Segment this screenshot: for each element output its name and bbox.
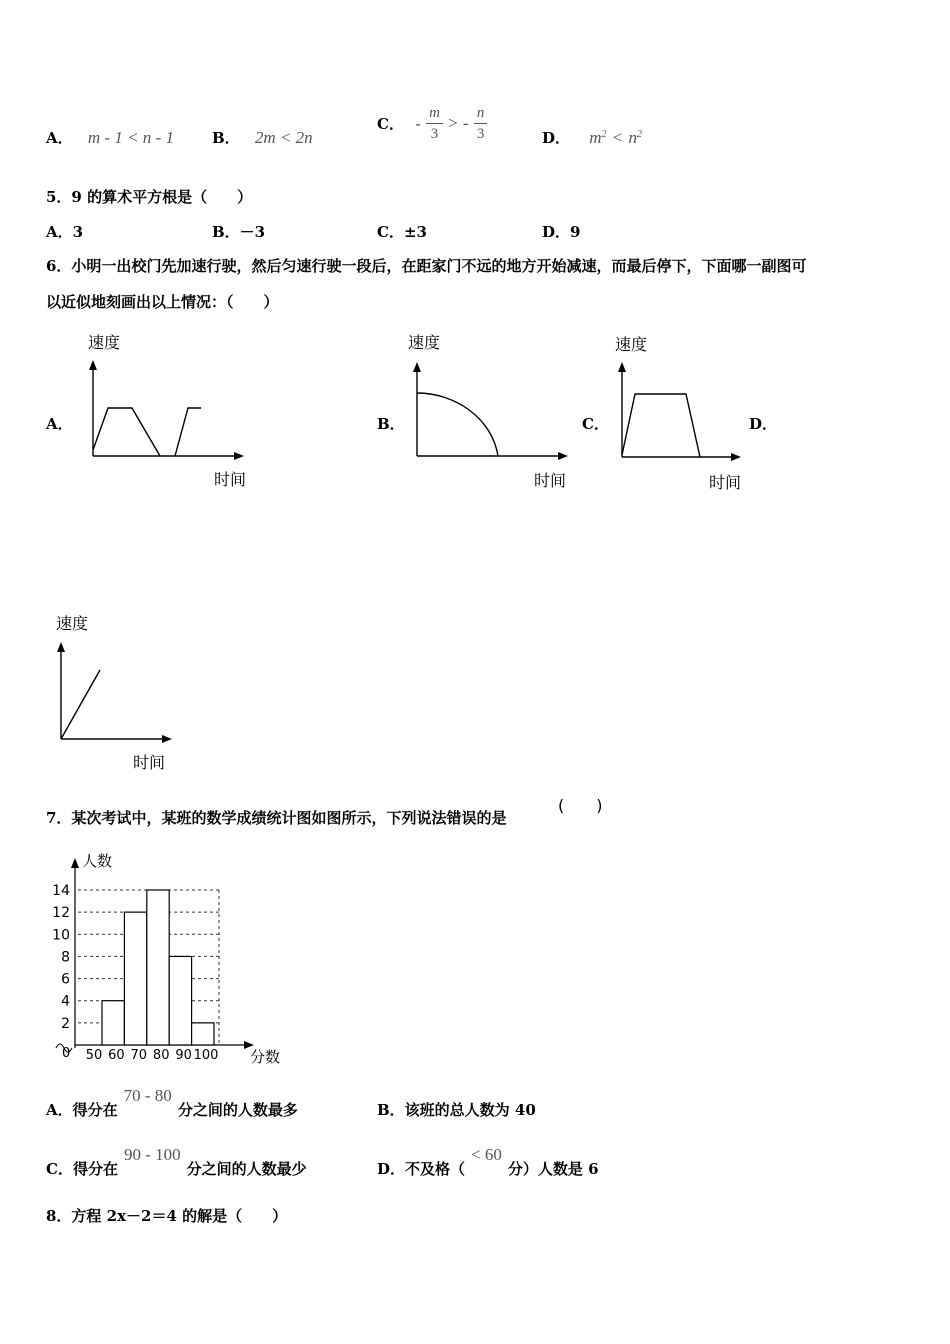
q5-option-c[interactable]: C．±3 xyxy=(377,223,427,241)
histogram-x-tick: 80 xyxy=(152,1048,170,1063)
graph-c-xlabel: 时间 xyxy=(709,473,742,492)
histogram-y-tick: 12 xyxy=(52,905,70,922)
histogram-y-tick: 4 xyxy=(61,993,70,1010)
histogram-bar xyxy=(192,1023,214,1045)
q6-graph-b[interactable] xyxy=(400,328,580,498)
graph-d-xlabel: 时间 xyxy=(133,753,166,772)
histogram-bar xyxy=(169,956,191,1045)
q7-option-b[interactable]: B．该班的总人数为 40 xyxy=(377,1101,536,1119)
histogram-xlabel: 分数 xyxy=(250,1048,281,1066)
graph-c-ylabel: 速度 xyxy=(615,335,648,354)
q6-stem-line1: 6．小明一出校门先加速行驶，然后匀速行驶一段后，在距家门不远的地方开始减速，而最后停下，下面哪一副图可 xyxy=(46,257,807,275)
q6-graph-a[interactable] xyxy=(80,328,260,498)
q4-option-c[interactable]: C． - $\frac{m}{3}$ > - $\frac{n}{3}$ xyxy=(377,103,487,144)
q6-stem-line2: 以近似地刻画出以上情况：（ ） xyxy=(46,293,279,311)
graph-a-xlabel: 时间 xyxy=(214,470,247,489)
histogram-y-tick: 8 xyxy=(61,949,70,966)
q5-option-d[interactable]: D．9 xyxy=(542,223,581,241)
graph-b-xlabel: 时间 xyxy=(534,471,567,490)
histogram-origin: 0 xyxy=(62,1046,71,1061)
q7-option-a[interactable]: A．得分在70 - 80分之间的人数最多 xyxy=(46,1086,298,1119)
histogram-x-tick: 90 xyxy=(175,1048,192,1063)
q4-option-b[interactable]: B． 2m < 2n xyxy=(212,128,313,147)
q6-option-a-label[interactable]: A． xyxy=(46,415,73,433)
graph-a-ylabel: 速度 xyxy=(88,333,121,352)
histogram-bar xyxy=(124,912,146,1045)
q4-option-a-expr: m - 1 < n - 1 xyxy=(87,128,174,147)
histogram-x-tick: 50 xyxy=(85,1048,103,1063)
q8-stem: 8．方程 2x－2＝4 的解是（ ） xyxy=(46,1207,288,1225)
q4-option-d[interactable]: D． $m^2 < n^2$ xyxy=(542,128,642,147)
q6-option-d-label[interactable]: D． xyxy=(749,415,778,433)
q6-graph-d[interactable] xyxy=(50,608,190,778)
q7-option-d[interactable]: D．不及格（< 60分）人数是 6 xyxy=(377,1145,599,1178)
histogram-x-tick: 60 xyxy=(108,1048,125,1063)
histogram-y-tick: 6 xyxy=(61,971,70,988)
q6-option-c-label[interactable]: C． xyxy=(582,415,609,433)
histogram-y-tick: 14 xyxy=(52,883,70,899)
q7-histogram xyxy=(40,850,300,1070)
q5-stem: 5．9 的算术平方根是（ ） xyxy=(46,188,253,206)
histogram-y-tick: 2 xyxy=(61,1015,70,1032)
histogram-ylabel: 人数 xyxy=(82,852,113,870)
q7-stem: 7．某次考试中，某班的数学成绩统计图如图所示，下列说法错误的是 xyxy=(46,809,507,827)
histogram-y-tick: 10 xyxy=(52,927,70,944)
histogram-bar xyxy=(102,1001,124,1045)
q4-c-fraction-2: $\frac{n}{3}$ xyxy=(474,103,488,144)
q4-c-fraction-1: $\frac{m}{3}$ xyxy=(426,103,443,144)
histogram-x-tick: 70 xyxy=(130,1048,148,1063)
graph-d-ylabel: 速度 xyxy=(56,614,89,633)
q5-option-b[interactable]: B．－3 xyxy=(212,223,266,241)
q5-option-a[interactable]: A．3 xyxy=(46,223,84,241)
q4-option-a[interactable]: A． m - 1 < n - 1 xyxy=(46,128,174,147)
q7-paren: ( ) xyxy=(558,796,603,815)
graph-b-ylabel: 速度 xyxy=(408,333,441,352)
q4-option-b-expr: 2m < 2n xyxy=(254,128,313,147)
q6-graph-c[interactable] xyxy=(605,330,765,500)
histogram-x-tick: 100 xyxy=(193,1048,219,1063)
q6-option-b-label[interactable]: B． xyxy=(377,415,405,433)
histogram-bar xyxy=(147,890,169,1045)
q7-option-c[interactable]: C．得分在90 - 100分之间的人数最少 xyxy=(46,1145,307,1178)
